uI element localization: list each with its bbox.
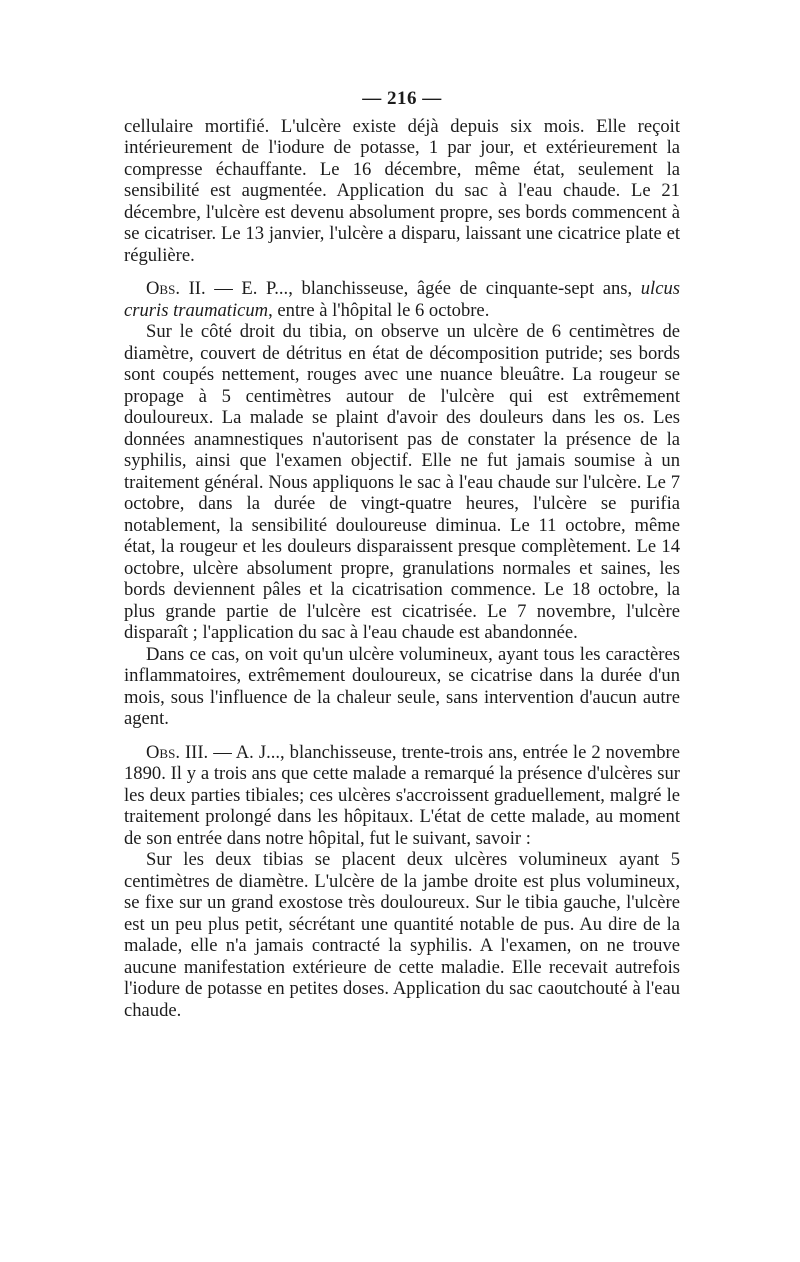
diagnosis-italic: ulcus cruris traumaticum bbox=[124, 278, 680, 321]
observation-2-body: Sur le côté droit du tibia, on observe un ulcère de 6 centimètres de diamètre, couvert de détritus en état de décomposition putride; ses bords sont coupés nettement, rouges avec une nuance bleuâtre. La rougeur se propage à 5 centimètres autour de l'ulcère qui est extrêmement douloureux. La malade se plaint d'avoir des douleurs dans les os. Les données anamnestiques n'autorisent pas de constater la présence de la syphilis, ainsi que l'examen objectif. Elle ne fut jamais soumise à un traitement général. Nous appliquons le sac à l'eau chaude sur l'ulcère. Le 7 octobre, dans la durée de vingt-quatre heures, l'ulcère se purifia notablement, la sensibilité douloureuse diminua. Le 11 octobre, même état, la rougeur et les douleurs disparaissent presque complètement. Le 14 octobre, ulcère absolument propre, granulations normales et saines, les bords deviennent pâles et la cicatrisation commence. Le 18 octobre, la plus grande partie de l'ulcère est cicatrisée. Le 7 novembre, l'ulcère disparaît ; l'application du sac à l'eau chaude est abandonnée. bbox=[124, 321, 680, 643]
observation-text: — E. P..., blanchisseuse, âgée de cinquante-sept ans, bbox=[205, 278, 641, 299]
observation-label: Obs. II. bbox=[146, 278, 206, 299]
observation-text: , entre à l'hôpital le 6 octobre. bbox=[268, 299, 490, 321]
book-page bbox=[124, 88, 680, 1021]
observation-2-conclusion: Dans ce cas, on voit qu'un ulcère volumineux, ayant tous les caractères inflammatoires, extrêmement douloureux, se cicatrise dans la durée d'un mois, sous l'influence de la chaleur seule, sans intervention d'aucun autre agent. bbox=[124, 643, 680, 729]
observation-2-heading bbox=[124, 278, 680, 321]
paragraph-continuation: cellulaire mortifié. L'ulcère existe déjà depuis six mois. Elle reçoit intérieurement de l'iodure de potasse, 1 par jour, et extérieurement la compresse échauffante. Le 16 décembre, même état, seulement la sensibilité est augmentée. Application du sac à l'eau chaude. Le 21 décembre, l'ulcère est devenu absolument propre, ses bords commencent à se cicatriser. Le 13 janvier, l'ulcère a disparu, laissant une cicatrice plate et régulière. bbox=[124, 115, 680, 266]
observation-3-body: Sur les deux tibias se placent deux ulcères volumineux ayant 5 centimètres de diamètre. L'ulcère de la jambe droite est plus volumineux, se fixe sur un grand exostose très douloureux. Sur le tibia gauche, l'ulcère est un peu plus petit, sécrétant une quantité notable de pus. Au dire de la malade, elle n'a jamais contracté la syphilis. A l'examen, on ne trouve aucune manifestation extérieure de cette maladie. Elle recevait autrefois l'iodure de potasse en petites doses. Application du sac caoutchouté à l'eau chaude. bbox=[124, 849, 680, 1021]
observation-label: Obs. III. bbox=[146, 741, 209, 763]
page-number: — 216 — bbox=[362, 88, 442, 109]
observation-3-heading bbox=[124, 742, 680, 850]
observation-text: — A. J..., blanchisseuse, trente-trois ans, entrée le 2 novembre 1890. Il y a trois ans que cette malade a remarqué la présence d'ulcères sur les deux parties tibiales; ces ulcères s'accroissent graduellement, malgré le traitement prolongé dans les hôpitaux. L'état de cette malade, au moment de son entrée dans notre hôpital, fut le suivant, savoir : bbox=[124, 741, 680, 849]
